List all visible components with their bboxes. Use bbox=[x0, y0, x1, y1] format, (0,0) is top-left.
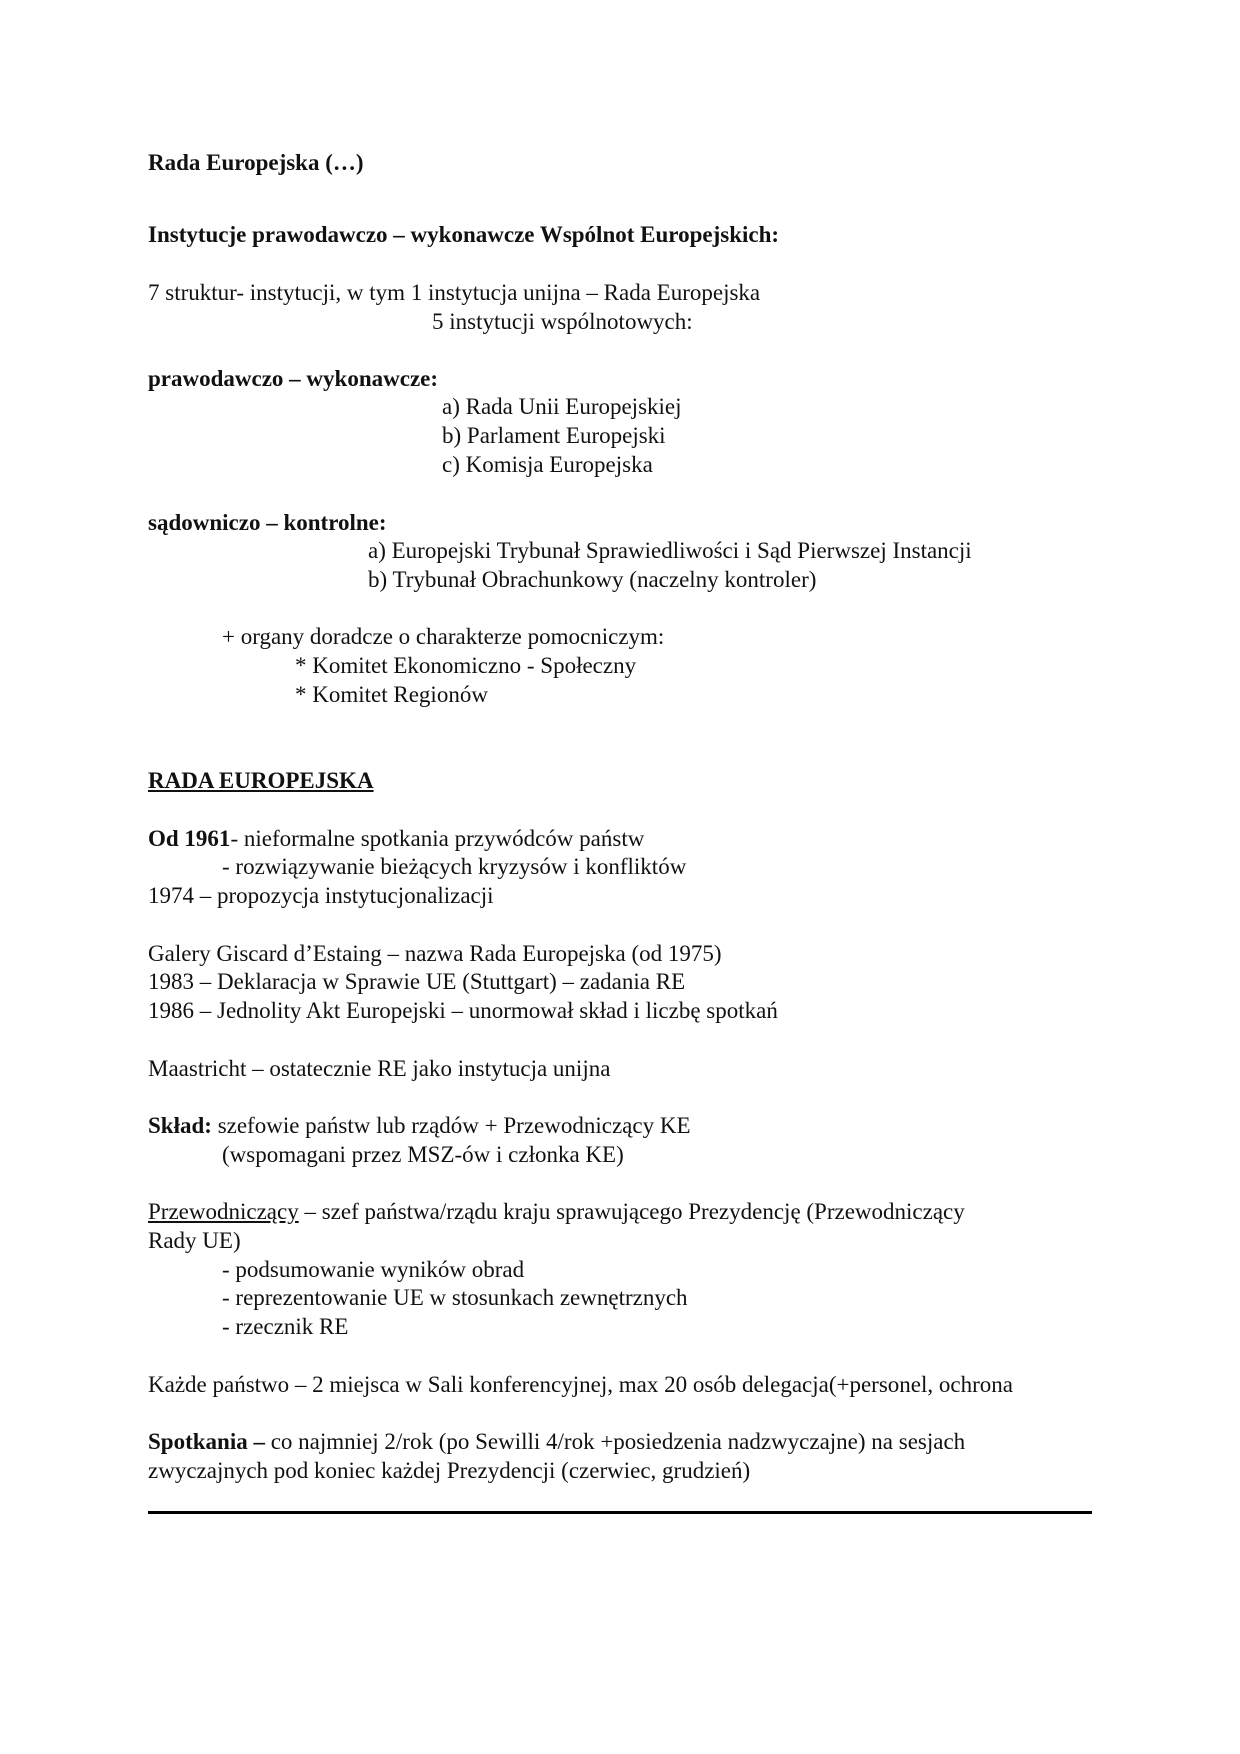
history-1961-text: - nieformalne spotkania przywódców państw bbox=[230, 826, 645, 851]
advisory-heading: + organy doradcze o charakterze pomocniczym: bbox=[222, 624, 665, 649]
section-title: RADA EUROPEJSKA bbox=[148, 768, 374, 793]
history-galery: Galery Giscard d’Estaing – nazwa Rada Europejska (od 1975) bbox=[148, 941, 722, 966]
legislative-item-c: c) Komisja Europejska bbox=[442, 452, 653, 477]
legislative-item-b: b) Parlament Europejski bbox=[442, 423, 666, 448]
history-1983: 1983 – Deklaracja w Sprawie UE (Stuttgart) – zadania RE bbox=[148, 969, 686, 994]
przewodniczacy-line bbox=[148, 1198, 965, 1226]
history-1961-sub: - rozwiązywanie bieżących kryzysów i konfliktów bbox=[222, 854, 687, 879]
sklad-text: szefowie państw lub rządów + Przewodniczący KE bbox=[211, 1113, 691, 1138]
przewodniczacy-label: Przewodniczący bbox=[148, 1199, 299, 1224]
sklad-sub: (wspomagani przez MSZ-ów i członka KE) bbox=[222, 1142, 624, 1167]
horizontal-rule bbox=[148, 1511, 1092, 1514]
spotkania-cont: zwyczajnych pod koniec każdej Prezydencji (czerwiec, grudzień) bbox=[148, 1458, 751, 1483]
intro-line-1: 7 struktur- instytucji, w tym 1 instytucja unijna – Rada Europejska bbox=[148, 280, 761, 305]
history-1961 bbox=[148, 825, 644, 853]
kazde-panstwo: Każde państwo – 2 miejsca w Sali konferencyjnej, max 20 osób delegacja(+personel, ochrona bbox=[148, 1372, 1013, 1397]
document-title: Rada Europejska (…) bbox=[148, 150, 364, 175]
sklad-line bbox=[148, 1112, 691, 1140]
advisory-item-1: * Komitet Ekonomiczno - Społeczny bbox=[295, 653, 637, 678]
legislative-heading: prawodawczo – wykonawcze: bbox=[148, 366, 439, 391]
przewodniczacy-cont: Rady UE) bbox=[148, 1228, 241, 1253]
przewodniczacy-item-3: - rzecznik RE bbox=[222, 1314, 349, 1339]
intro-line-2: 5 instytucji wspólnotowych: bbox=[432, 309, 693, 334]
history-1961-label: Od 1961 bbox=[148, 826, 231, 851]
history-1986: 1986 – Jednolity Akt Europejski – unormował skład i liczbę spotkań bbox=[148, 998, 778, 1023]
judicial-heading: sądowniczo – kontrolne: bbox=[148, 510, 387, 535]
przewodniczacy-text: – szef państwa/rządu kraju sprawującego Prezydencję (Przewodniczący bbox=[298, 1199, 965, 1224]
przewodniczacy-item-2: - reprezentowanie UE w stosunkach zewnętrznych bbox=[222, 1285, 688, 1310]
advisory-item-2: * Komitet Regionów bbox=[295, 682, 488, 707]
przewodniczacy-item-1: - podsumowanie wyników obrad bbox=[222, 1257, 525, 1282]
legislative-item-a: a) Rada Unii Europejskiej bbox=[442, 394, 682, 419]
judicial-item-b: b) Trybunał Obrachunkowy (naczelny kontroler) bbox=[368, 567, 817, 592]
spotkania-label: Spotkania – bbox=[148, 1429, 265, 1454]
sklad-label: Skład: bbox=[148, 1113, 212, 1138]
history-1974: 1974 – propozycja instytucjonalizacji bbox=[148, 883, 494, 908]
judicial-item-a: a) Europejski Trybunał Sprawiedliwości i Sąd Pierwszej Instancji bbox=[368, 538, 972, 563]
intro-heading: Instytucje prawodawczo – wykonawcze Wspólnot Europejskich: bbox=[148, 222, 780, 247]
spotkania-text: co najmniej 2/rok (po Sewilli 4/rok +posiedzenia nadzwyczajne) na sesjach bbox=[264, 1429, 966, 1454]
history-maastricht: Maastricht – ostatecznie RE jako instytucja unijna bbox=[148, 1056, 611, 1081]
spotkania-line bbox=[148, 1428, 965, 1456]
